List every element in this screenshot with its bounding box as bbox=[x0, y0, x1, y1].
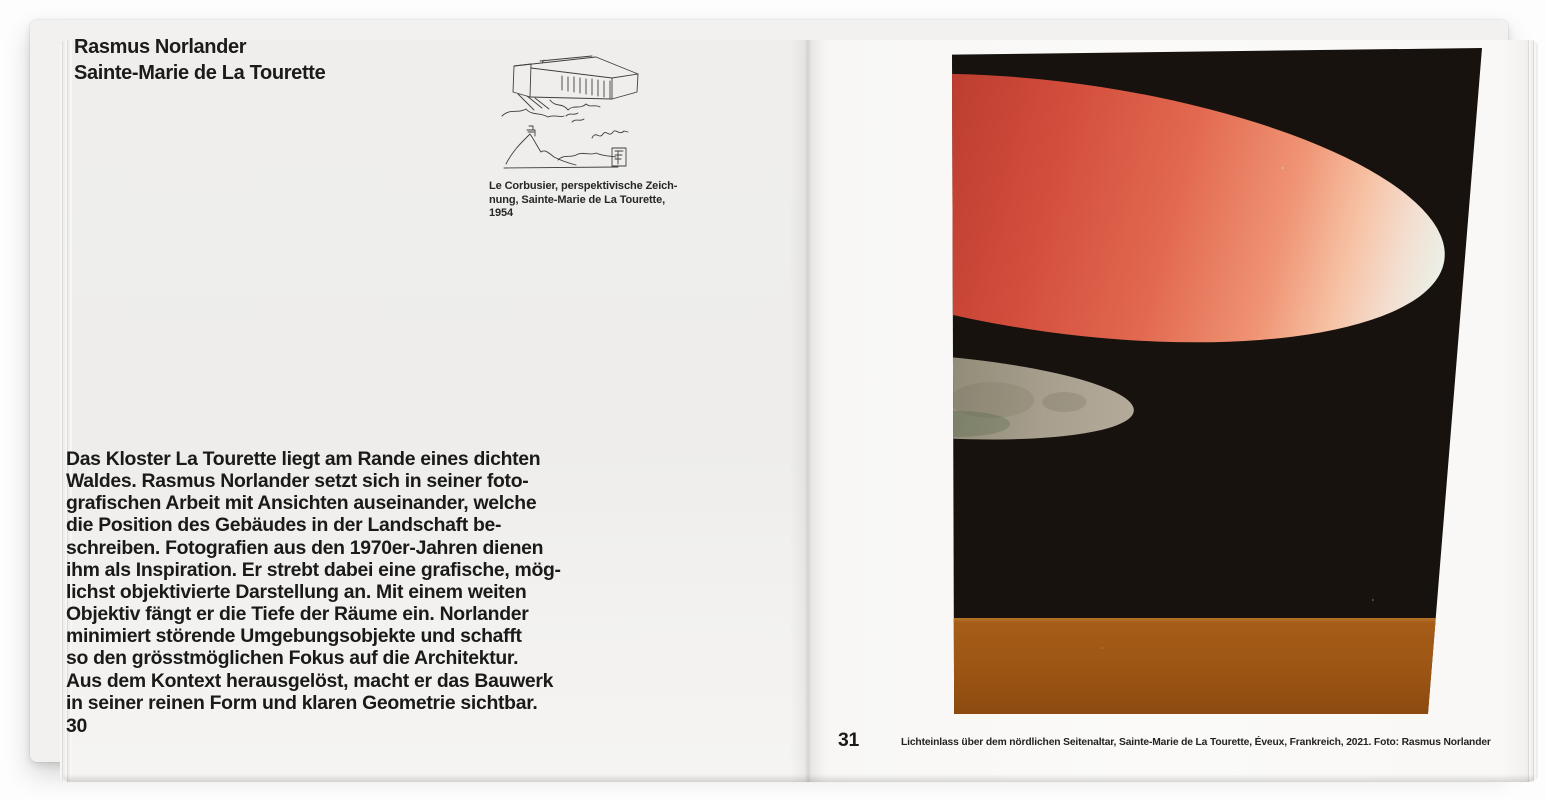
body-text-line: Objektiv fängt er die Tiefe der Räume ein. Norlander bbox=[66, 603, 529, 626]
body-text-line: ihm als Inspiration. Er strebt dabei eine grafische, mög- bbox=[66, 558, 561, 581]
book-bottom-edge bbox=[63, 774, 1535, 782]
altar-orange-band bbox=[952, 618, 1482, 714]
page-stack-edge-right bbox=[1526, 40, 1538, 782]
title-artist: Rasmus Norlander bbox=[74, 36, 247, 58]
body-text-line: Das Kloster La Tourette liegt am Rande eines dichten bbox=[66, 448, 541, 470]
book-gutter bbox=[790, 40, 826, 782]
body-text-line: so den grösstmöglichen Fokus auf die Architektur. bbox=[66, 647, 519, 670]
body-text-line: schreiben. Fotografien aus den 1970er-Jahren dienen bbox=[66, 536, 544, 559]
corbusier-sketch-drawing bbox=[500, 52, 650, 174]
sketch-caption-line: Le Corbusier, perspektivische Zeich- bbox=[489, 180, 678, 192]
body-text-line: lichst objektivierte Darstellung an. Mit einem weiten bbox=[66, 580, 527, 603]
body-text-line: in seiner reinen Form und klaren Geometrie sichtbar. bbox=[66, 691, 538, 714]
body-text-line: minimiert störende Umgebungsobjekte und schafft bbox=[66, 625, 522, 648]
sketch-caption-line: 1954 bbox=[489, 207, 514, 220]
page-title bbox=[74, 35, 325, 86]
page-number-left: 30 bbox=[66, 715, 87, 737]
title-work: Sainte-Marie de La Tourette bbox=[74, 61, 326, 84]
body-text-line: Aus dem Kontext herausgelöst, macht er das Bauwerk bbox=[66, 669, 554, 692]
sketch-caption bbox=[489, 180, 739, 221]
body-text-line: die Position des Gebäudes in der Landschaft be- bbox=[66, 514, 502, 537]
body-text-line: Waldes. Rasmus Norlander setzt sich in seiner foto- bbox=[66, 470, 529, 493]
body-text bbox=[66, 448, 561, 714]
page-number-right: 31 bbox=[838, 729, 859, 751]
altar-photo bbox=[952, 48, 1482, 714]
body-text-line: grafischen Arbeit mit Ansichten auseinander, welche bbox=[66, 492, 537, 515]
sketch-caption-line: nung, Sainte-Marie de La Tourette, bbox=[489, 193, 666, 206]
photo-caption: Lichteinlass über dem nördlichen Seitenaltar, Sainte-Marie de La Tourette, Éveux, Frankreich, 2021. Foto: Rasmus Norlander bbox=[901, 737, 1491, 748]
